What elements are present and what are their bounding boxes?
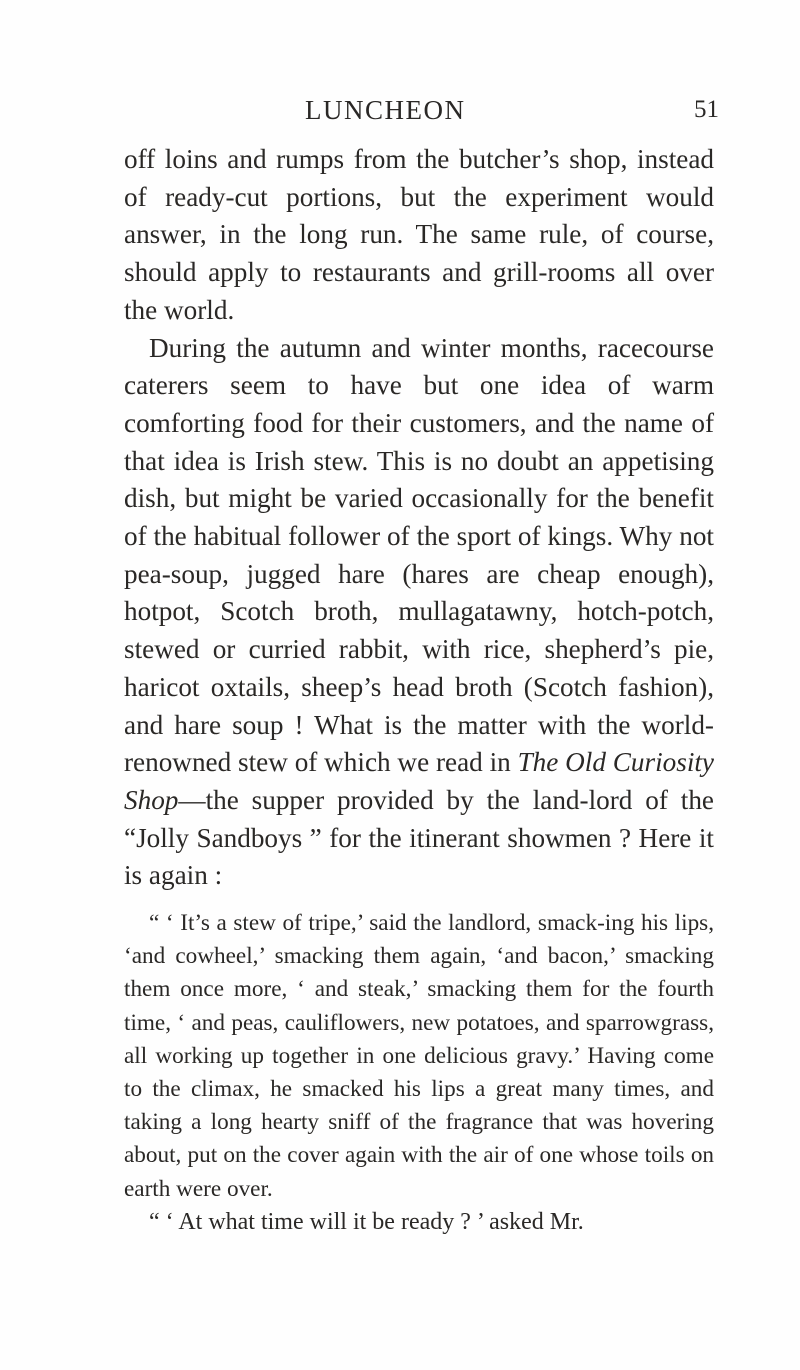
quotation-block	[124, 907, 714, 1239]
paragraph-2	[124, 330, 714, 896]
running-header	[0, 90, 800, 130]
page-number: 51	[694, 96, 719, 123]
paragraph-2-text-a: During the autumn and winter months, racecourse caterers seem to have but one idea of warm comforting food for their customers, and the name of that idea is Irish stew. This is no doubt an appetising dish, but might be varied occasionally for the benefit of the habitual follower of the sport of kings. Why not pea-soup, jugged hare (hares are cheap enough), hotpot, Scotch broth, mullagatawny, hotch-potch, stewed or curried rabbit, with rice, shepherd’s pie, haricot oxtails, sheep’s head broth (Scotch fashion), and hare soup ! What is the matter with the world-renowned stew of which we read in	[124, 332, 714, 778]
body-text	[124, 141, 714, 1239]
quote-paragraph-2: “ ‘ At what time will it be ready ? ’ asked Mr.	[149, 1208, 584, 1235]
paragraph-1: off loins and rumps from the butcher’s shop, instead of ready-cut portions, but the experiment would answer, in the long run. The same rule, of course, should apply to restaurants and grill-rooms all over the world.	[124, 144, 714, 325]
main-paragraphs	[124, 141, 714, 895]
book-title-reference: The Old Curiosity Shop	[124, 747, 714, 815]
running-title: LUNCHEON	[305, 95, 466, 125]
quote-paragraph-1: “ ‘ It’s a stew of tripe,’ said the landlord, smack-ing his lips, ‘and cowheel,’ smacking them again, ‘and bacon,’ smacking them once more, ‘ and steak,’ smacking them for the fourth time, ‘ and peas, cauliflowers, new potatoes, and sparrowgrass, all working up together in one delicious gravy.’ Having come to the climax, he smacked his lips a great many times, and taking a long hearty sniff of the fragrance that was hovering about, put on the cover again with the air of one whose toils on earth were over.	[124, 910, 714, 1202]
paragraph-2-text-b: —the supper provided by the land-lord of the “Jolly Sandboys ” for the itinerant showmen ? Here it is again :	[124, 784, 714, 891]
